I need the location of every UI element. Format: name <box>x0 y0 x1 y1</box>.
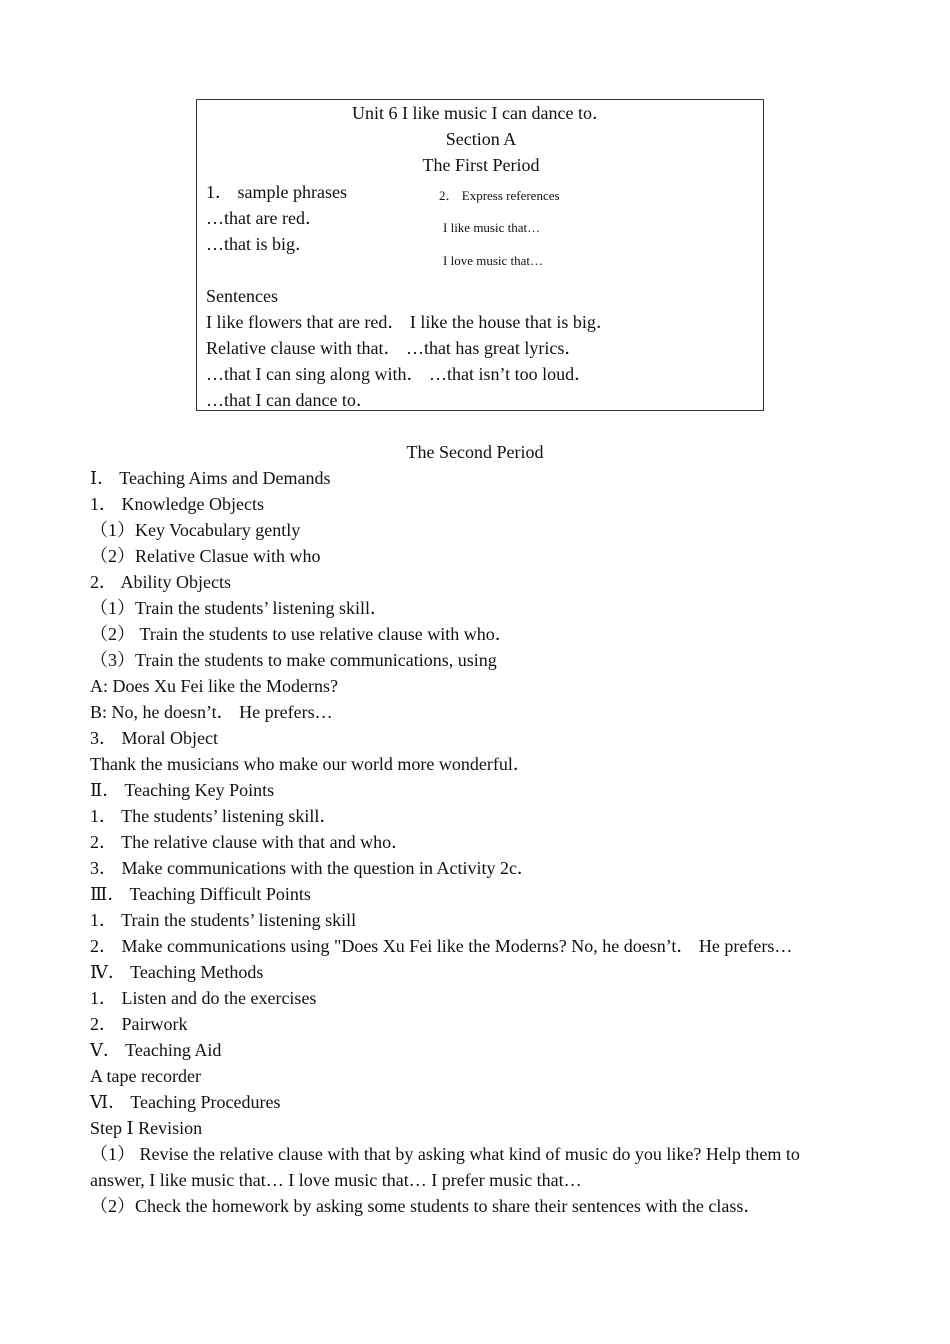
sentence-line: …that I can dance to． <box>206 390 374 410</box>
sentence-line: …that I can sing along with． …that isn’t too loud． <box>206 364 593 384</box>
unit-title: Unit 6 I like music I can dance to． <box>352 103 610 123</box>
section-heading: Section A <box>445 129 517 149</box>
body-line: A tape recorder <box>90 1066 201 1086</box>
first-period-box <box>196 99 764 411</box>
second-period-title: The Second Period <box>406 442 544 462</box>
phrase-line: …that are red． <box>206 208 323 228</box>
sentences-heading: Sentences <box>206 286 278 306</box>
body-line: 1． Listen and do the exercises <box>90 988 317 1008</box>
body-line: Thank the musicians who make our world more wonderful． <box>90 754 531 774</box>
body-line: （2）Relative Clasue with who <box>90 546 321 566</box>
express-line: I like music that… <box>443 220 541 235</box>
body-line: 2． The relative clause with that and who． <box>90 832 410 852</box>
body-line: 2． Pairwork <box>90 1014 188 1034</box>
body-line: （3）Train the students to make communications, using <box>90 650 497 670</box>
express-line-clipped <box>443 253 544 268</box>
step-heading: Step Ⅰ Revision <box>90 1118 203 1138</box>
body-line: B: No, he doesn’t． He prefers… <box>90 702 333 722</box>
body-line: A: Does Xu Fei like the Moderns? <box>90 676 338 696</box>
body-line: 2． Ability Objects <box>90 572 231 592</box>
methods-heading: Ⅳ． Teaching Methods <box>90 962 264 982</box>
aid-heading: Ⅴ． Teaching Aid <box>90 1040 222 1060</box>
body-line: （2） Train the students to use relative clause with who． <box>90 624 513 644</box>
body-line: （1）Train the students’ listening skill． <box>90 598 389 618</box>
phrase-line: …that is big． <box>206 234 313 254</box>
body-line: 1． Train the students’ listening skill <box>90 910 357 930</box>
key-points-heading: Ⅱ． Teaching Key Points <box>90 780 275 800</box>
period-heading <box>197 152 765 175</box>
aims-heading: Ⅰ． Teaching Aims and Demands <box>90 468 331 488</box>
body-line: 3． Moral Object <box>90 728 218 748</box>
difficult-points-heading: Ⅲ． Teaching Difficult Points <box>90 884 311 904</box>
body-line: （1） Revise the relative clause with that by asking what kind of music do you like? Help them to <box>90 1144 800 1164</box>
sentence-line: Relative clause with that． …that has great lyrics． <box>206 338 583 358</box>
express-line-text: I love music that… <box>443 253 544 268</box>
period-heading-text: The First Period <box>422 155 540 175</box>
body-line: answer, I like music that… I love music that… I prefer music that… <box>90 1170 582 1190</box>
sentence-line: I like flowers that are red． I like the house that is big． <box>206 312 614 332</box>
body-line: 1． The students’ listening skill． <box>90 806 338 826</box>
procedures-heading: Ⅵ． Teaching Procedures <box>90 1092 281 1112</box>
body-line: 2． Make communications using "Does Xu Fei like the Moderns? No, he doesn’t． He prefers… <box>90 936 793 956</box>
body-line: （1）Key Vocabulary gently <box>90 520 301 540</box>
body-line: （2）Check the homework by asking some students to share their sentences with the class． <box>90 1196 762 1216</box>
body-line: 3． Make communications with the question in Activity 2c． <box>90 858 535 878</box>
express-heading: 2． Express references <box>439 188 560 203</box>
body-line: 1． Knowledge Objects <box>90 494 264 514</box>
phrases-heading: 1． sample phrases <box>206 182 347 202</box>
